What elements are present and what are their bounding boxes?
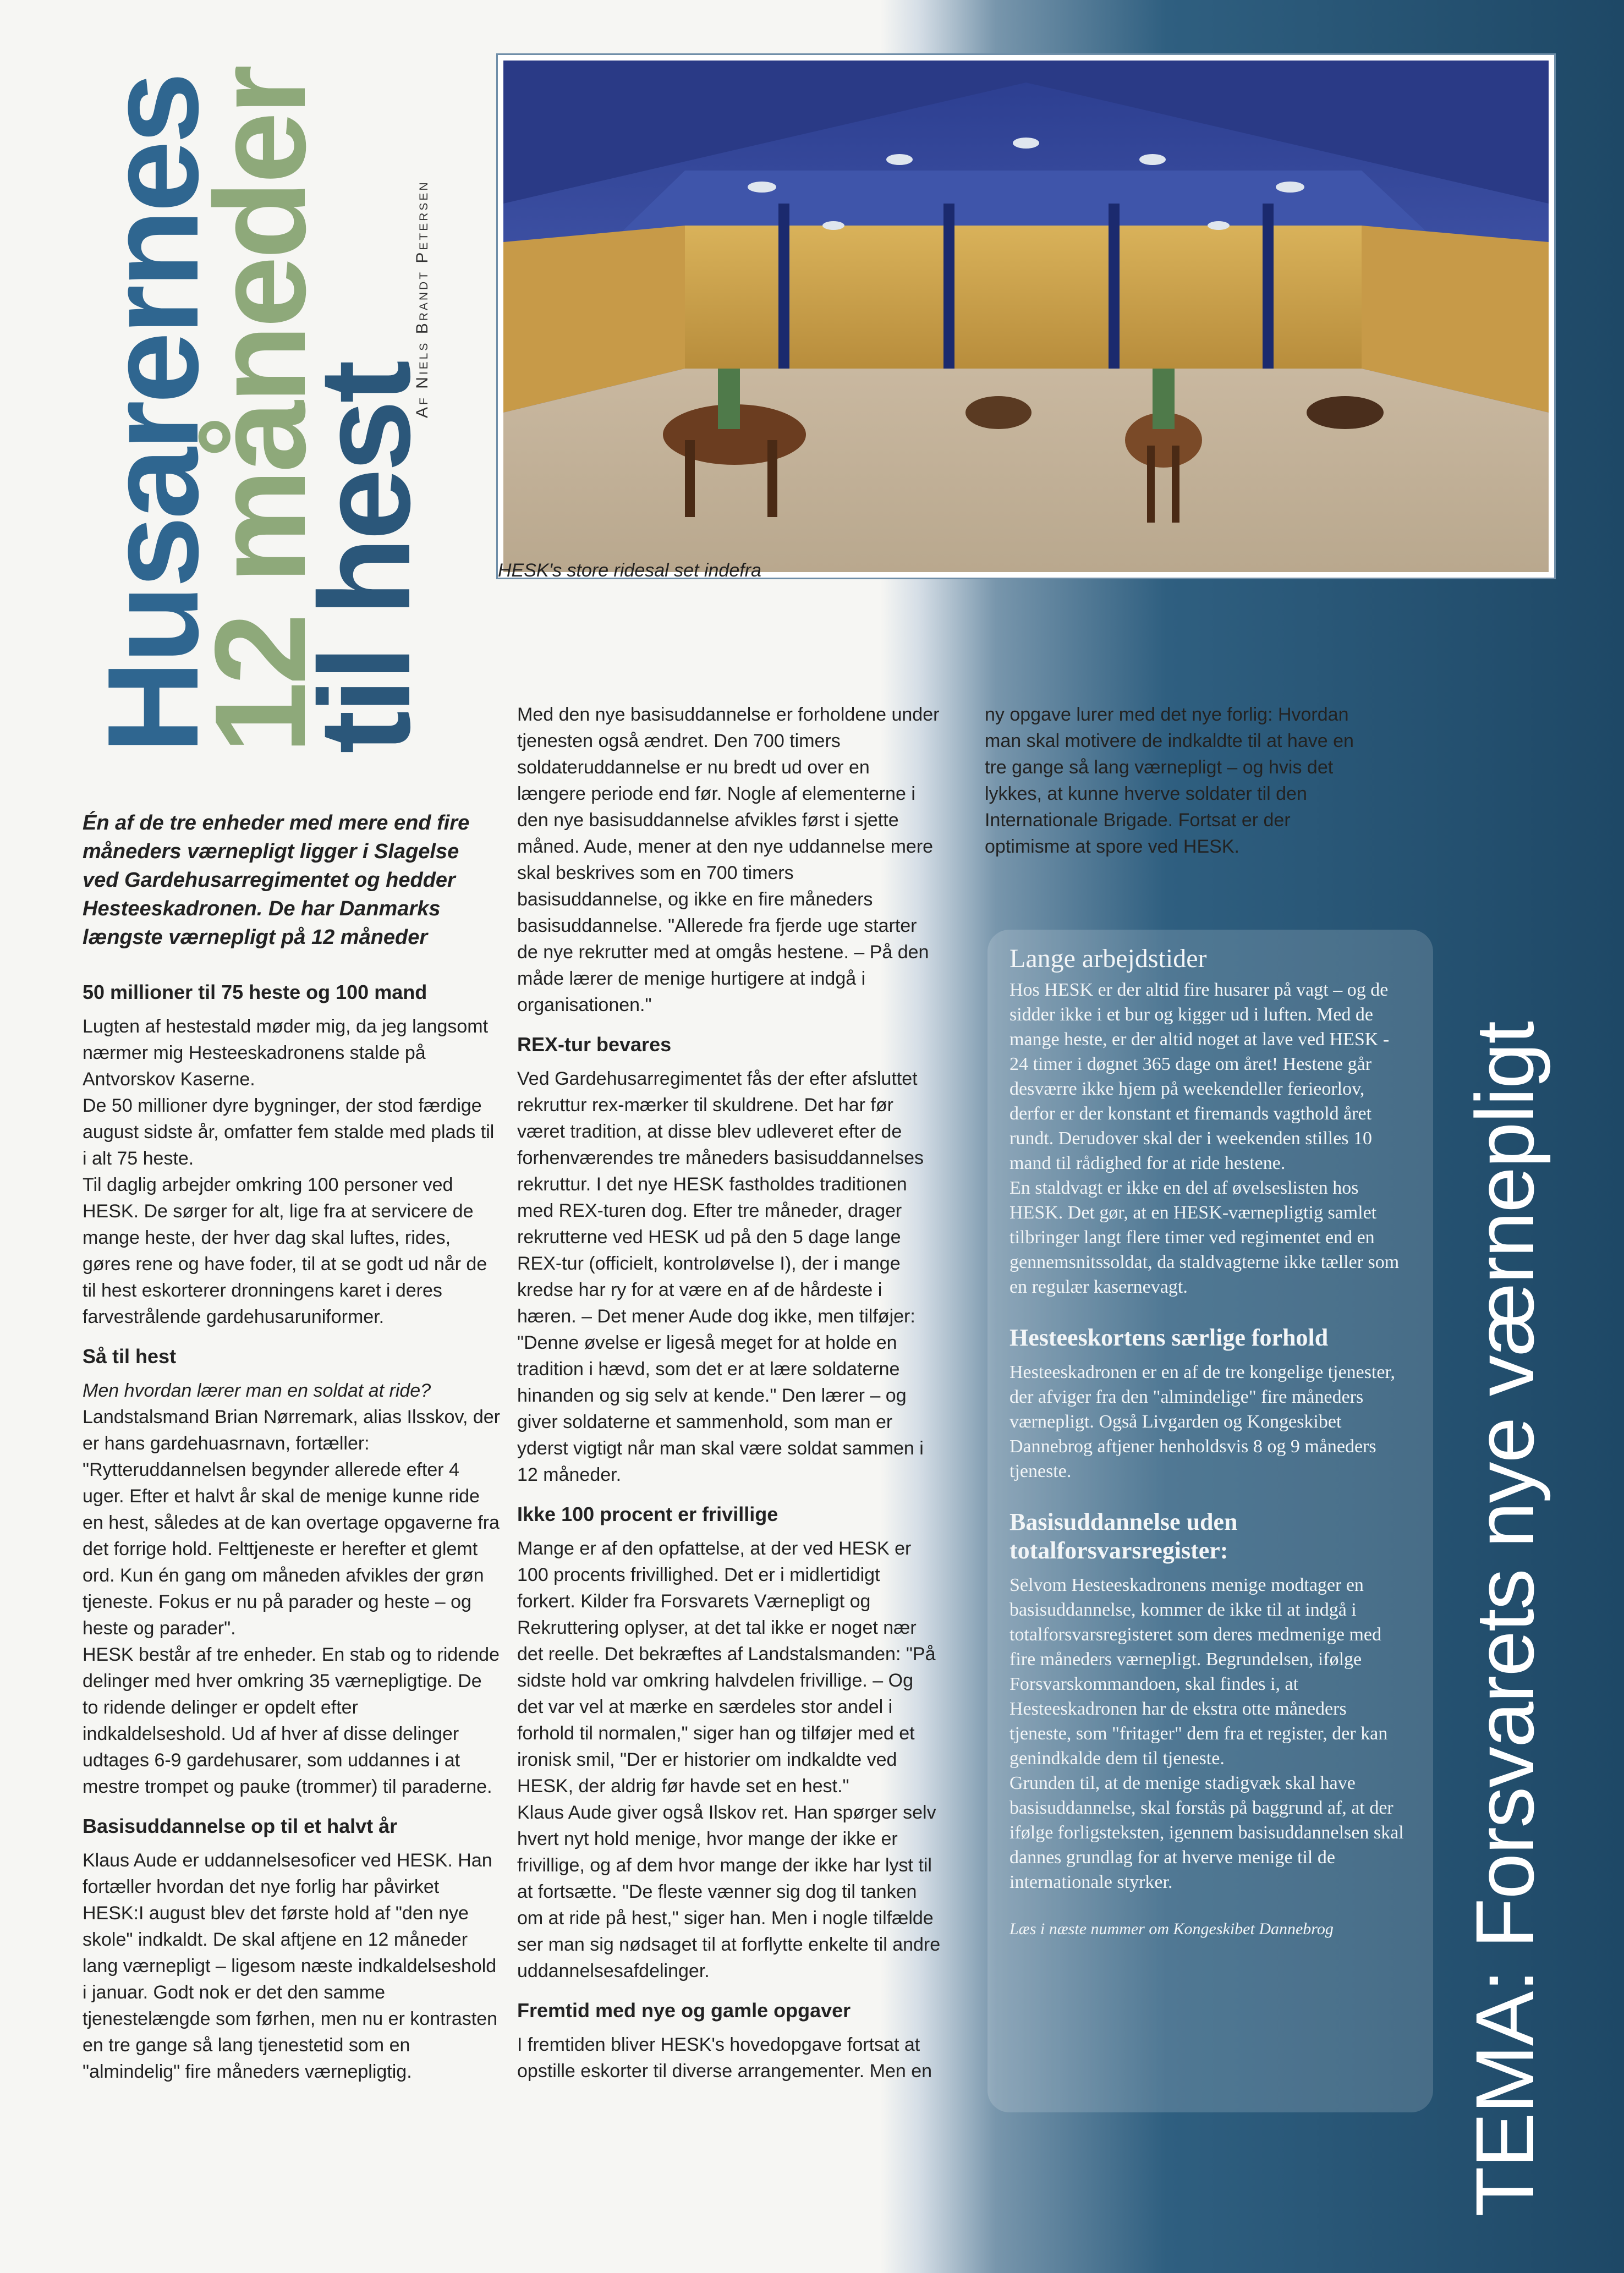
paragraph: Lugten af hestestald møder mig, da jeg langsomt nærmer mig Hesteeskadronens stalde på Antvorskov Kaserne. bbox=[83, 1016, 489, 1090]
riding-hall-photo bbox=[498, 55, 1554, 578]
article-column-2 bbox=[517, 701, 941, 2084]
paragraph: Klaus Aude er uddannelsesoficer ved HESK. Han fortæller hvordan det nye forlig har påvirket HESK:I august blev det første hold af "den nye skole" indkaldt. De skal aftjene en 12 måneder lang værnepligt – ligesom næste indkaldelseshold i januar. Godt nok er det den samme tjenestelængde som førhen, men nu er kontrasten en tre gange så lang tjenestetid som en "almindelig" fire måneders værnepligtig. bbox=[83, 1850, 498, 2082]
photo-caption: HESK's store ridesal set indefra bbox=[498, 560, 761, 581]
subheading: Så til hest bbox=[83, 1345, 177, 1368]
byline bbox=[410, 160, 437, 418]
sidebar-paragraph: En staldvagt er ikke en del af øvelseslisten hos HESK. Det gør, at en HESK-værnepligtig samlet tilbringer langt flere timer ved regimentet end en gennemsnitssoldat, da staldvagterne ikke tæller som en regulær kasernevagt. bbox=[1009, 1178, 1400, 1297]
article-column-3 bbox=[985, 701, 1370, 860]
sidebar-heading: Lange arbejdstider bbox=[1009, 944, 1207, 973]
paragraph: Landstalsmand Brian Nørremark, alias Ilsskov, der er hans gardehuasrnavn, fortæller: "Rytteruddannelsen begynder allerede efter 4 uger. Efter et halvt år skal de menige kunne ride en hest, således at de kan overtage opgaverne fra det forrige hold. Felttjeneste er herefter et glemt ord. Kun én gang om måneden afvikles der grøn tjeneste. Fokus er nu på parader og heste – og heste og parader". bbox=[83, 1407, 500, 1639]
subheading: REX-tur bevares bbox=[517, 1033, 672, 1056]
paragraph: Men hvordan lærer man en soldat at ride? bbox=[83, 1380, 431, 1401]
sidebar-paragraph: Selvom Hesteeskadronens menige modtager en basisuddannelse, kommer de ikke til at indgå i totalforsvarsregisteret som deres medmenige med fire måneders værnepligt. Begrundelsen, ifølge Forsvarskommandoen, skal findes i, at Hesteeskadronen har de ekstra otte måneders tjeneste, som "fritager" dem fra et register, der kan genindkalde dem til tjeneste. bbox=[1009, 1575, 1388, 1769]
paragraph: Ved Gardehusarregimentet fås der efter afsluttet rekruttur rex-mærker til skuldrene. Det har før været tradition, at disse blev udleveret efter de forhenværendes tre måneders basisuddannelses rekruttur. I det nye HESK fastholdes traditionen med REX-turen dog. Efter tre måneder, drager rekrutterne ved HESK ud på den 5 dage lange REX-tur (officielt, kontroløvelse I), der i mange kredse har ry for at være en af de hårdeste i hæren. – Det mener Aude dog ikke, men tilføjer: "Denne øvelse er ligeså meget for at holde en tradition i hævd, som det er at lære soldaterne hinanden og sig selv at kende." Den lærer – og giver soldaterne et sammenhold, som man er yderst vigtigt når man skal være soldat sammen i 12 måneder. bbox=[517, 1068, 924, 1485]
article-title bbox=[80, 50, 437, 754]
theme-label-text: TEMA: Forsvarets nye værnepligt bbox=[1458, 1022, 1551, 2217]
sidebar-paragraph: Hos HESK er der altid fire husarer på vagt – og de sidder ikke i et bur og kigger ud i luften. Med de mange heste, er der altid noget at lave ved HESK - 24 timer i døgnet 365 dage om året! Hestene går desværre ikke hjem på weekendeller ferieorlov, derfor er der konstant et firemands vagthold året rundt. Derudover skal der i weekenden stilles 10 mand til rådighed for at ride hestene. bbox=[1009, 980, 1390, 1173]
title-line-3: til hest bbox=[292, 363, 437, 754]
article-column-1 bbox=[83, 809, 501, 2085]
paragraph: Klaus Aude giver også Ilskov ret. Han spørger selv hvert nyt hold menige, hvor mange der ikke er frivillige, og af dem hvor mange der ikke har lyst til at fortsætte. "De fleste vænner sig dog til tanken om at ride på hest," siger han. Men i nogle tilfælde ser man sig nødsaget til at forflytte enkelte til andre uddannelsesafdelinger. bbox=[517, 1802, 941, 1981]
sidebar-paragraph: Hesteeskadronen er en af de tre kongelige tjenester, der afviger fra den "almindelige" fire måneders værnepligt. Også Livgarden og Kongeskibet Dannebrog aftjener henholdsvis 8 og 9 måneders tjeneste. bbox=[1009, 1362, 1395, 1481]
subheading: Basisuddannelse op til et halvt år bbox=[83, 1815, 398, 1837]
title-line-1: Husarernes bbox=[80, 75, 225, 754]
byline-text: Af Niels Brandt Petersen bbox=[413, 180, 431, 418]
paragraph: Mange er af den opfattelse, at der ved HESK er 100 procents frivillighed. Det er i midlertidigt forkert. Kilder fra Forsvarets Værnepligt og Rekruttering oplyser, at det tal ikke er noget nær det reelle. Det bekræftes af Landstalsmanden: "På sidste hold var omkring halvdelen frivillige. – Og det var vel at mærke en særdeles stor andel i forhold til normalen," siger han og tilføjer med et ironisk smil, "Der er historier om indkaldte ved HESK, der aldrig før havde set en hest." bbox=[517, 1538, 936, 1797]
paragraph: I fremtiden bliver HESK's hovedopgave fortsat at opstille eskorter til diverse arrangementer. Men en bbox=[517, 2034, 932, 2082]
subheading: 50 millioner til 75 heste og 100 mand bbox=[83, 981, 427, 1003]
theme-label bbox=[1452, 935, 1551, 2217]
sidebar-paragraph: Grunden til, at de menige stadigvæk skal have basisuddannelse, skal forstås på baggrund af, at der ifølge forligsteksten, igennem basisuddannelsen skal dannes grundlag for at hverve menige til de internationale styrker. bbox=[1009, 1773, 1404, 1892]
sidebar-note: Læs i næste nummer om Kongeskibet Dannebrog bbox=[1009, 1920, 1334, 1938]
sidebar-box bbox=[987, 930, 1433, 2112]
paragraph: Med den nye basisuddannelse er forholdene under tjenesten også ændret. Den 700 timers soldateruddannelse er nu bredt ud over en længere periode end før. Nogle af elementerne i den nye basisuddannelse afvikles først i sjette måned. Aude, mener at den nye uddannelse mere skal beskrives som en 700 timers basisuddannelse, og ikke en fire måneders basisuddannelse. "Allerede fra fjerde uge starter de nye rekrutter med at omgås hestene. – På den måde lærer de menige hurtigere at indgå i organisationen." bbox=[517, 704, 940, 1015]
subheading: Ikke 100 procent er frivillige bbox=[517, 1503, 778, 1525]
title-line-2: 12 måneder bbox=[188, 68, 332, 754]
subheading: Fremtid med nye og gamle opgaver bbox=[517, 1999, 851, 2022]
paragraph: ny opgave lurer med det nye forlig: Hvordan man skal motivere de indkaldte til at have en tre gange så lang værnepligt – og hvis det lykkes, at kunne hverve soldater til den Internationale Brigade. Fortsat er der optimisme at spore ved HESK. bbox=[985, 704, 1354, 857]
paragraph: De 50 millioner dyre bygninger, der stod færdige august sidste år, omfatter fem stalde med plads til i alt 75 heste. bbox=[83, 1095, 495, 1169]
sidebar-subheading: Basisuddannelse uden totalforsvarsregister: bbox=[1009, 1508, 1238, 1564]
lead-paragraph: Én af de tre enheder med mere end fire måneders værnepligt ligger i Slagelse ved Gardehusarregimentet og hedder Hesteeskadronen. De har Danmarks længste værnepligt på 12 måneder bbox=[83, 811, 470, 949]
paragraph: HESK består af tre enheder. En stab og to ridende delinger med hver omkring 35 værnepligtige. De to ridende delinger er opdelt efter indkaldelseshold. Ud af hver af disse delinger udtages 6-9 gardehusarer, som uddannes i at mestre trompet og pauke (trommer) til paraderne. bbox=[83, 1644, 500, 1797]
paragraph: Til daglig arbejder omkring 100 personer ved HESK. De sørger for alt, lige fra at servicere de mange heste, der hver dag skal luftes, rides, gøres rene og have foder, til at se godt ud når de til hest eskorterer dronningens karet i deres farvestrålende gardehusaruniformer. bbox=[83, 1174, 487, 1327]
sidebar-subheading: Hesteeskortens særlige forhold bbox=[1009, 1324, 1329, 1351]
